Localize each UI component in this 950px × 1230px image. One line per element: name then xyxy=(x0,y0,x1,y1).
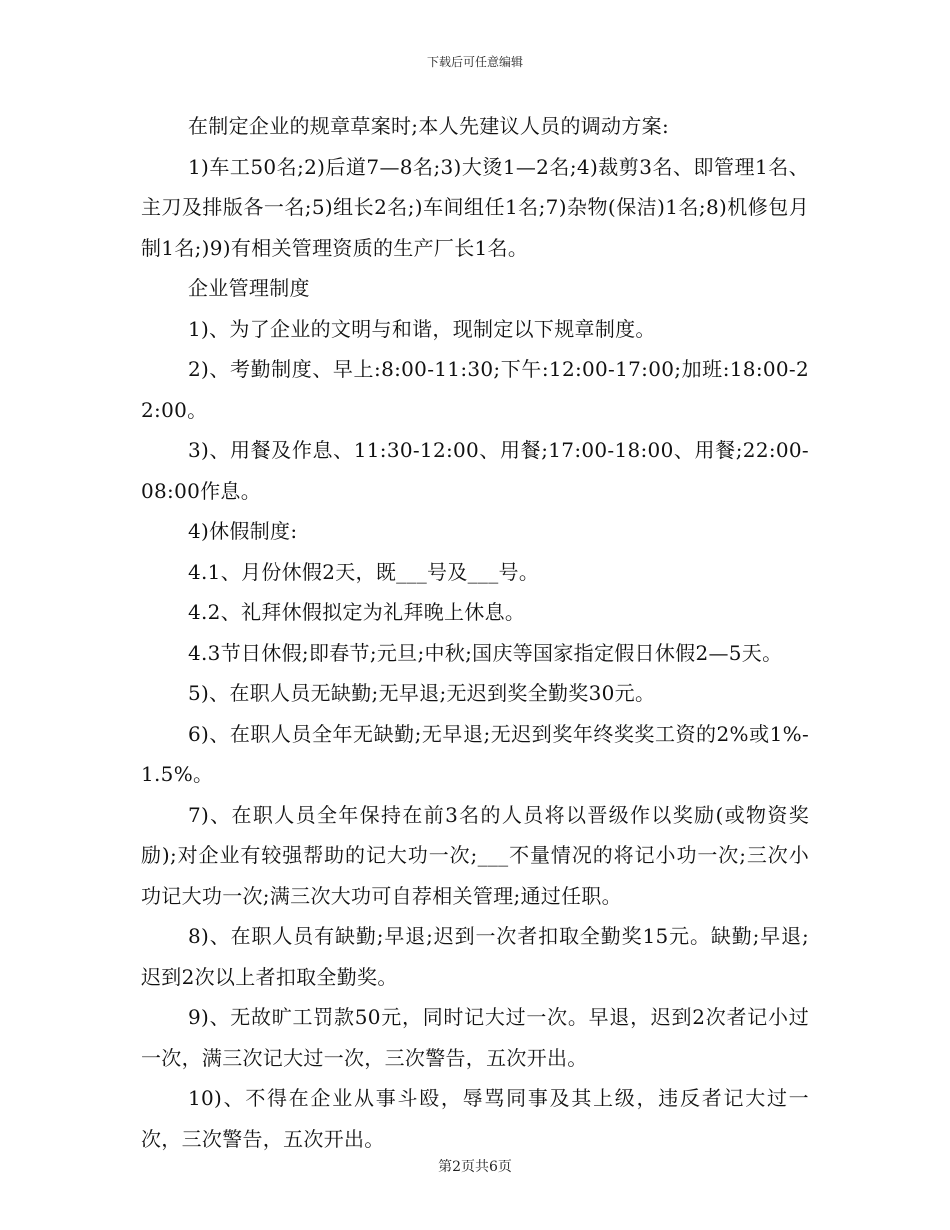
paragraph-rule-7: 7)、在职人员全年保持在前3名的人员将以晋级作以奖励(或物资奖励);对企业有较强帮助的记大功一次;___不量情况的将记小功一次;三次小功记大功一次;满三次大功可自荐相关管理;通过任职。 xyxy=(141,802,809,908)
paragraph-rule-2: 2)、考勤制度、早上:8:00-11:30;下午:12:00-17:00;加班:18:00-22:00。 xyxy=(141,357,809,422)
page-footer: 第2页共6页 xyxy=(438,1159,512,1175)
paragraph-rule-6: 6)、在职人员全年无缺勤;无早退;无迟到奖年终奖奖工资的2%或1%-1.5%。 xyxy=(141,721,809,786)
paragraph-rule-9: 9)、无故旷工罚款50元，同时记大过一次。早退，迟到2次者记小过一次，满三次记大过一次，三次警告，五次开出。 xyxy=(141,1005,809,1070)
paragraph-rule-4-1: 4.1、月份休假2天，既___号及___号。 xyxy=(188,559,540,584)
paragraph-rule-1: 1)、为了企业的文明与和谐，现制定以下规章制度。 xyxy=(188,316,656,341)
section-heading: 企业管理制度 xyxy=(188,276,310,300)
paragraph-staffing-plan: 1)车工50名;2)后道7—8名;3)大烫1—2名;4)裁剪3名、即管理1名、主刀及排版各一名;5)组长2名;)车间组任1名;7)杂物(保洁)1名;8)机修包月制1名;)9)有相关管理资质的生产厂长1名。 xyxy=(141,154,809,260)
paragraph-rule-10: 10)、不得在企业从事斗殴，辱骂同事及其上级，违反者记大过一次，三次警告，五次开出。 xyxy=(141,1086,809,1151)
page-header: 下载后可任意编辑 xyxy=(426,55,523,69)
document-body xyxy=(141,106,809,1159)
paragraph-intro: 在制定企业的规章草案时;本人先建议人员的调动方案: xyxy=(188,114,669,138)
paragraph-rule-3: 3)、用餐及作息、11:30-12:00、用餐;17:00-18:00、用餐;22:00-08:00作息。 xyxy=(141,438,809,503)
paragraph-rule-5: 5)、在职人员无缺勤;无早退;无迟到奖全勤奖30元。 xyxy=(188,681,656,705)
paragraph-rule-4-3: 4.3节日休假;即春节;元旦;中秋;国庆等国家指定假日休假2—5天。 xyxy=(188,640,783,665)
paragraph-rule-4-2: 4.2、礼拜休假拟定为礼拜晚上休息。 xyxy=(188,600,526,624)
paragraph-rule-4: 4)休假制度: xyxy=(188,519,298,543)
paragraph-rule-8: 8)、在职人员有缺勤;早退;迟到一次者扣取全勤奖15元。缺勤;早退;迟到2次以上者扣取全勤奖。 xyxy=(141,924,809,989)
